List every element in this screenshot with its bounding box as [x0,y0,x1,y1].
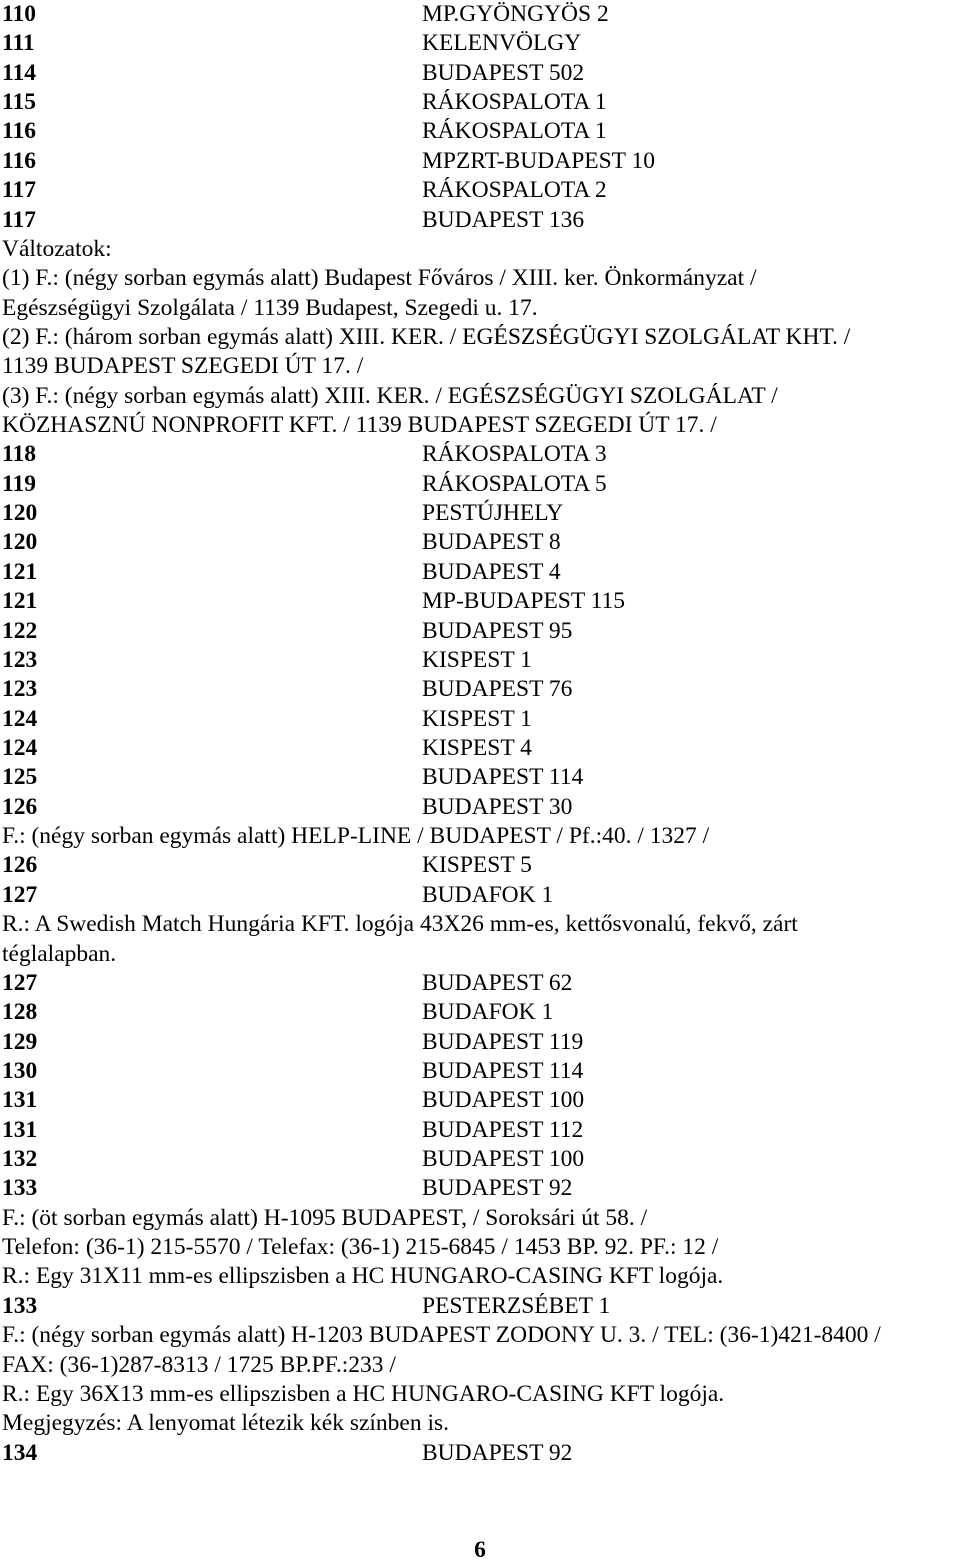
entry-number: 134 [2,1439,38,1466]
description-text: F.: (négy sorban egymás alatt) HELP-LINE / BUDAPEST / Pf.:40. / 1327 / [2,823,710,850]
catalog-entry [2,59,952,88]
catalog-entry [2,1116,952,1145]
entry-place: KELENVÖLGY [422,30,582,57]
description-line [2,1321,952,1350]
entry-place: BUDAPEST 112 [422,1116,584,1143]
catalog-entry [2,88,952,117]
catalog-entry [2,29,952,58]
entry-place: BUDAPEST 100 [422,1087,585,1114]
entry-place: MPZRT-BUDAPEST 10 [422,147,655,174]
entry-number: 110 [2,1,36,27]
entry-place: RÁKOSPALOTA 2 [422,177,607,204]
entry-number: 124 [2,734,38,761]
entry-number: 117 [2,206,36,233]
catalog-entry [2,1292,952,1321]
catalog-entry [2,528,952,557]
description-text: (3) F.: (négy sorban egymás alatt) XIII. KER. / EGÉSZSÉGÜGYI SZOLGÁLAT / [2,382,778,409]
catalog-entry [2,734,952,763]
entry-place: BUDAPEST 114 [422,764,584,791]
catalog-entry [2,558,952,587]
catalog-entry [2,793,952,822]
entry-number: 111 [2,30,35,57]
entry-place: BUDAFOK 1 [422,881,554,908]
catalog-entry [2,1145,952,1174]
entry-number: 127 [2,881,38,908]
catalog-entry [2,1057,952,1086]
description-line [2,1204,952,1233]
entry-place: BUDAPEST 119 [422,1028,584,1055]
entry-number: 120 [2,500,38,527]
description-text: Megjegyzés: A lenyomat létezik kék színben is. [2,1410,450,1437]
entry-number: 129 [2,1028,38,1055]
description-line [2,411,952,440]
entry-place: RÁKOSPALOTA 1 [422,118,607,145]
entry-place: RÁKOSPALOTA 3 [422,441,607,468]
catalog-entry [2,998,952,1027]
entry-number: 116 [2,118,36,145]
description-line [2,294,952,323]
catalog-entry [2,470,952,499]
entry-number: 119 [2,470,36,497]
entry-number: 121 [2,558,38,585]
description-text: R.: Egy 31X11 mm-es ellipszisben a HC HUNGARO-CASING KFT logója. [2,1263,724,1290]
description-text: Egészségügyi Szolgálata / 1139 Budapest, Szegedi u. 17. [2,294,538,321]
description-line [2,1409,952,1438]
catalog-entry [2,1028,952,1057]
entry-place: BUDAPEST 114 [422,1057,584,1084]
entry-number: 133 [2,1175,38,1202]
entry-place: BUDAPEST 30 [422,793,573,820]
description-text: (2) F.: (három sorban egymás alatt) XIII. KER. / EGÉSZSÉGÜGYI SZOLGÁLAT KHT. / [2,323,851,350]
entry-number: 128 [2,999,38,1026]
catalog-entry [2,587,952,616]
entry-number: 131 [2,1087,38,1114]
entry-number: 126 [2,793,38,820]
catalog-entry [2,440,952,469]
entry-place: PESTERZSÉBET 1 [422,1292,611,1319]
entry-place: MP.GYÖNGYÖS 2 [422,1,609,27]
catalog-entry [2,0,952,29]
document-body [2,0,952,1468]
entry-place: RÁKOSPALOTA 1 [422,89,607,116]
entry-number: 115 [2,89,36,116]
entry-number: 123 [2,646,38,673]
description-line [2,264,952,293]
catalog-entry [2,176,952,205]
entry-place: RÁKOSPALOTA 5 [422,470,607,497]
description-text: Telefon: (36-1) 215-5570 / Telefax: (36-1) 215-6845 / 1453 BP. 92. PF.: 12 / [2,1234,719,1261]
entry-place: BUDAPEST 502 [422,59,585,86]
catalog-entry [2,1439,952,1468]
catalog-entry [2,1174,952,1203]
catalog-entry [2,646,952,675]
entry-place: MP-BUDAPEST 115 [422,588,626,615]
catalog-entry [2,851,952,880]
description-line [2,352,952,381]
catalog-entry [2,499,952,528]
entry-number: 126 [2,852,38,879]
description-text: R.: Egy 36X13 mm-es ellipszisben a HC HUNGARO-CASING KFT logója. [2,1380,725,1407]
entry-place: BUDAPEST 76 [422,676,573,703]
entry-place: BUDAPEST 4 [422,558,561,585]
description-text: R.: A Swedish Match Hungária KFT. logója 43X26 mm-es, kettősvonalú, fekvő, zárt [2,911,798,938]
entry-place: BUDAPEST 95 [422,617,573,644]
entry-place: KISPEST 5 [422,852,532,879]
entry-place: BUDAPEST 92 [422,1175,573,1202]
entry-number: 114 [2,59,36,86]
catalog-entry [2,881,952,910]
entry-place: BUDAPEST 100 [422,1146,585,1173]
entry-number: 123 [2,676,38,703]
entry-place: BUDAFOK 1 [422,999,554,1026]
description-line [2,382,952,411]
description-text: KÖZHASZNÚ NONPROFIT KFT. / 1139 BUDAPEST SZEGEDI ÚT 17. / [2,412,717,439]
description-line [2,1380,952,1409]
entry-number: 130 [2,1057,38,1084]
description-text: FAX: (36-1)287-8313 / 1725 BP.PF.:233 / [2,1351,396,1378]
description-line [2,235,952,264]
description-text: F.: (öt sorban egymás alatt) H-1095 BUDAPEST, / Soroksári út 58. / [2,1204,648,1231]
catalog-entry [2,1086,952,1115]
entry-place: PESTÚJHELY [422,500,564,527]
description-line [2,323,952,352]
description-text: (1) F.: (négy sorban egymás alatt) Budapest Főváros / XIII. ker. Önkormányzat / [2,265,757,292]
entry-place: BUDAPEST 62 [422,969,573,996]
description-line [2,910,952,939]
description-line [2,1262,952,1291]
entry-number: 117 [2,177,36,204]
entry-place: BUDAPEST 8 [422,529,561,556]
description-line [2,822,952,851]
catalog-entry [2,705,952,734]
entry-number: 121 [2,588,38,615]
catalog-entry [2,206,952,235]
catalog-entry [2,117,952,146]
catalog-entry [2,147,952,176]
entry-number: 131 [2,1116,38,1143]
catalog-entry [2,675,952,704]
entry-number: 118 [2,441,36,468]
entry-number: 116 [2,147,36,174]
entry-number: 125 [2,764,38,791]
entry-place: KISPEST 1 [422,646,532,673]
entry-number: 124 [2,705,38,732]
entry-number: 132 [2,1146,38,1173]
catalog-entry [2,969,952,998]
catalog-entry [2,763,952,792]
description-line [2,1351,952,1380]
description-line [2,940,952,969]
entry-number: 122 [2,617,38,644]
description-text: Változatok: [2,235,112,262]
description-text: téglalapban. [2,940,117,967]
entry-place: KISPEST 1 [422,705,532,732]
entry-number: 133 [2,1292,38,1319]
entry-place: BUDAPEST 136 [422,206,585,233]
description-text: 1139 BUDAPEST SZEGEDI ÚT 17. / [2,353,364,380]
page-number: 6 [474,1537,486,1563]
catalog-entry [2,617,952,646]
entry-place: BUDAPEST 92 [422,1439,573,1466]
description-text: F.: (négy sorban egymás alatt) H-1203 BUDAPEST ZODONY U. 3. / TEL: (36-1)421-8400 / [2,1322,881,1349]
entry-number: 120 [2,529,38,556]
description-line [2,1233,952,1262]
entry-place: KISPEST 4 [422,734,532,761]
entry-number: 127 [2,969,38,996]
